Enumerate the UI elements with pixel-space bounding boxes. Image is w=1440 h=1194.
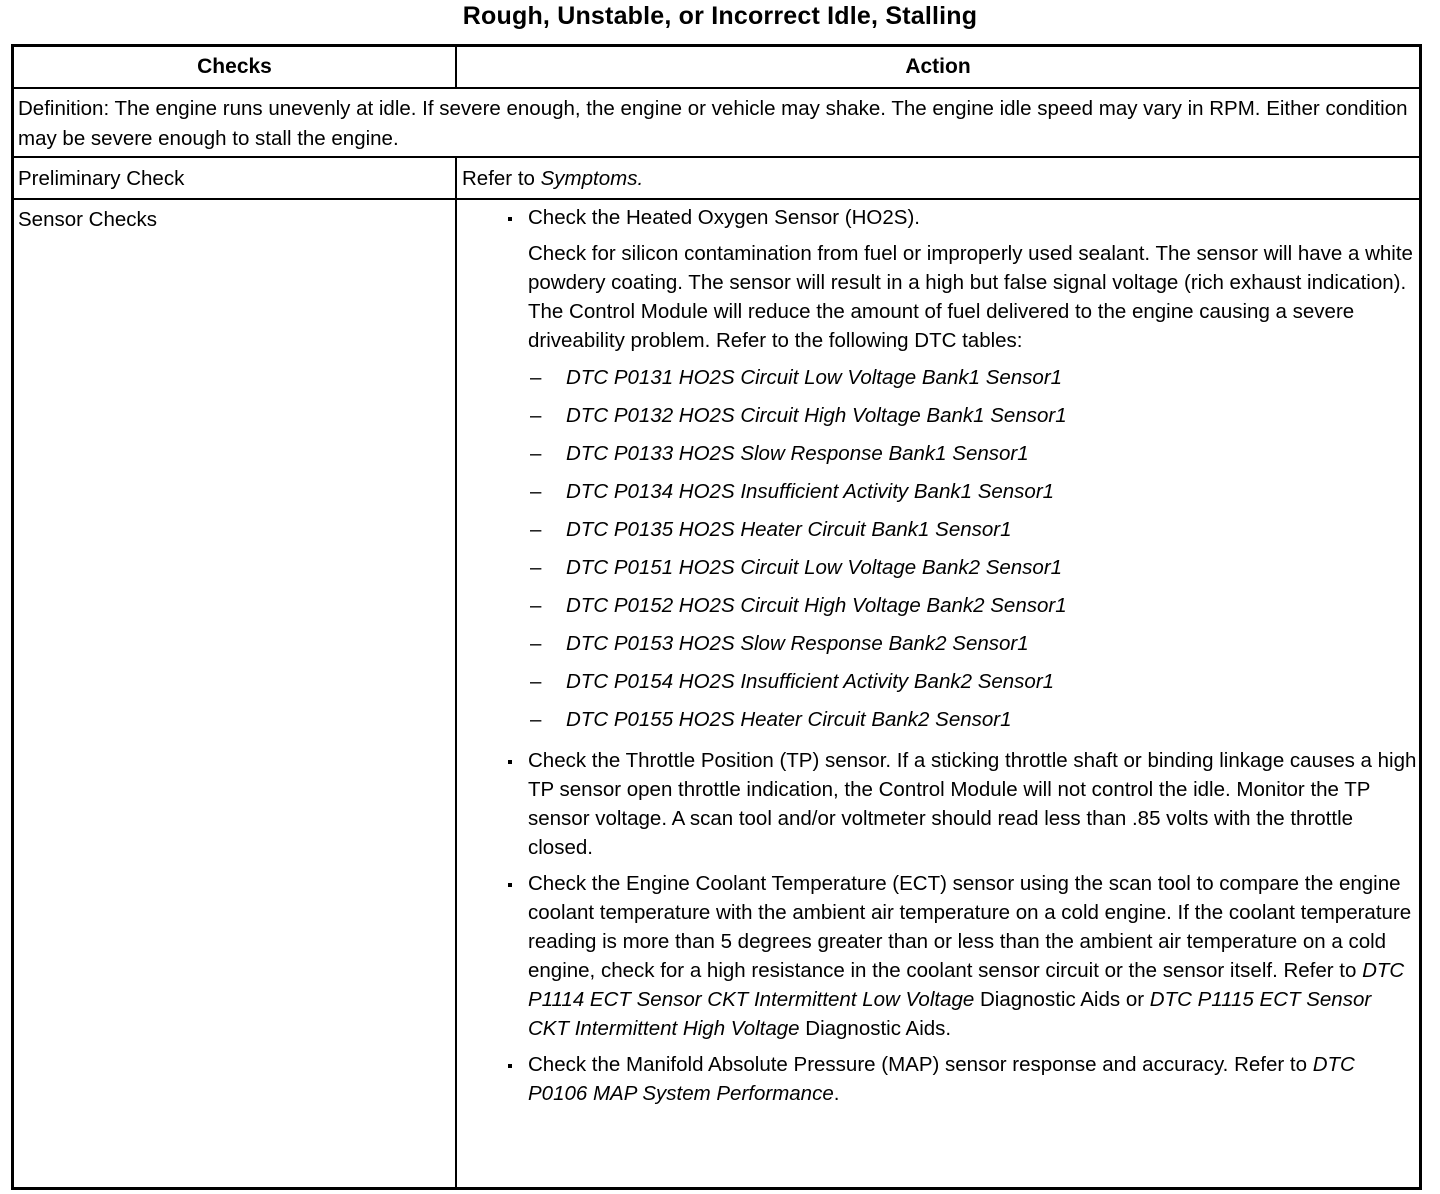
bullet-marker	[508, 883, 512, 887]
ect-check-text: Check the Engine Coolant Temperature (ECT) sensor using the scan tool to compare the engine coolant temperature with the ambient air temperature on a cold engine. If the coolant temperature reading is more than 5 degrees greater than or less than the ambient air temperature on a cold engine, check for a high resistance in the coolant sensor circuit or the sensor itself. Refer to	[528, 872, 1412, 982]
preliminary-check-action	[462, 164, 643, 193]
dtc-list-item	[462, 359, 1417, 397]
map-check-text: Check the Manifold Absolute Pressure (MAP) sensor response and accuracy. Refer to	[528, 1053, 1313, 1076]
dtc-label: DTC P0155 HO2S Heater Circuit Bank2 Sensor1	[566, 708, 1012, 731]
dtc-label: DTC P0154 HO2S Insufficient Activity Bank2 Sensor1	[566, 670, 1055, 693]
sensor-divider	[455, 200, 457, 1187]
definition-rule	[14, 156, 1419, 158]
definition-text: Definition: The engine runs unevenly at idle. If severe enough, the engine or vehicle may shake. The engine idle speed may vary in RPM. Either condition may be severe enough to stall the engine.	[18, 97, 1408, 150]
dtc-label: DTC P0135 HO2S Heater Circuit Bank1 Sensor1	[566, 518, 1012, 541]
dash-marker: –	[530, 670, 542, 693]
dtc-p0106-reference: DTC P0106 MAP System Performance	[528, 1053, 1355, 1105]
map-check-end-text: .	[833, 1082, 840, 1105]
dtc-list-item	[462, 625, 1417, 663]
dtc-list-item	[462, 511, 1417, 549]
dtc-label: DTC P0151 HO2S Circuit Low Voltage Bank2 Sensor1	[566, 556, 1063, 579]
tp-check-item	[462, 746, 1417, 862]
bullet-marker	[508, 760, 512, 764]
ect-check-item	[462, 869, 1417, 1043]
dash-marker: –	[530, 480, 542, 503]
dash-marker: –	[530, 404, 542, 427]
dash-marker: –	[530, 632, 542, 655]
dtc-list-item	[462, 435, 1417, 473]
symptoms-reference: Symptoms.	[540, 167, 644, 190]
dtc-label: DTC P0134 HO2S Insufficient Activity Bank1 Sensor1	[566, 480, 1055, 503]
dtc-label: DTC P0152 HO2S Circuit High Voltage Bank2 Sensor1	[566, 594, 1067, 617]
ho2s-check-text: Check the Heated Oxygen Sensor (HO2S).	[528, 206, 920, 229]
preliminary-rule	[14, 198, 1419, 200]
preliminary-action-prefix: Refer to	[462, 167, 541, 190]
dtc-p1114-reference: DTC P1114 ECT Sensor CKT Intermittent Low Voltage	[528, 959, 1405, 1011]
dtc-label: DTC P0133 HO2S Slow Response Bank1 Sensor1	[566, 442, 1029, 465]
dtc-list-item	[462, 397, 1417, 435]
dash-marker: –	[530, 518, 542, 541]
dtc-list-item	[462, 663, 1417, 701]
dash-marker: –	[530, 366, 542, 389]
preliminary-divider	[455, 158, 457, 198]
header-divider	[455, 47, 457, 87]
bullet-marker	[508, 1064, 512, 1068]
dash-marker: –	[530, 708, 542, 731]
page-title: Rough, Unstable, or Incorrect Idle, Stalling	[462, 2, 978, 30]
dtc-list-item	[462, 473, 1417, 511]
tp-check-text: Check the Throttle Position (TP) sensor. If a sticking throttle shaft or binding linkage causes a high TP sensor open throttle indication, the Control Module will not control the idle. Monitor the TP sensor voltage. A scan tool and/or voltmeter should read less than .85 volts with the throttle closed.	[528, 749, 1417, 859]
diagnostic-table	[11, 44, 1422, 1190]
dtc-label: DTC P0131 HO2S Circuit Low Voltage Bank1 Sensor1	[566, 366, 1063, 389]
dtc-p1115-reference: DTC P1115 ECT Sensor CKT Intermittent High Voltage	[528, 988, 1372, 1040]
bullet-marker	[508, 217, 512, 221]
dash-marker: –	[530, 442, 542, 465]
ect-check-mid-text: Diagnostic Aids or	[974, 988, 1150, 1011]
dtc-list-item	[462, 701, 1417, 739]
preliminary-check-label: Preliminary Check	[18, 167, 185, 190]
dtc-list-item	[462, 587, 1417, 625]
header-rule	[14, 87, 1419, 89]
dtc-label: DTC P0153 HO2S Slow Response Bank2 Sensor1	[566, 632, 1029, 655]
ho2s-dtc-list	[462, 359, 1417, 739]
map-check-item	[462, 1050, 1417, 1108]
dtc-label: DTC P0132 HO2S Circuit High Voltage Bank1 Sensor1	[566, 404, 1067, 427]
dash-marker: –	[530, 556, 542, 579]
sensor-checks-label: Sensor Checks	[18, 208, 158, 231]
dtc-list-item	[462, 549, 1417, 587]
sensor-checks-actions	[462, 203, 1417, 1108]
dash-marker: –	[530, 594, 542, 617]
column-header-action: Action	[905, 55, 971, 78]
column-header-checks: Checks	[197, 55, 272, 78]
ect-check-end-text: Diagnostic Aids.	[799, 1017, 952, 1040]
ho2s-detail-text: Check for silicon contamination from fuel or improperly used sealant. The sensor will have a white powdery coating. The sensor will result in a high but false signal voltage (rich exhaust indication). The Control Module will reduce the amount of fuel delivered to the engine causing a severe driveability problem. Refer to the following DTC tables:	[528, 242, 1413, 352]
ho2s-check-item	[462, 203, 1417, 232]
